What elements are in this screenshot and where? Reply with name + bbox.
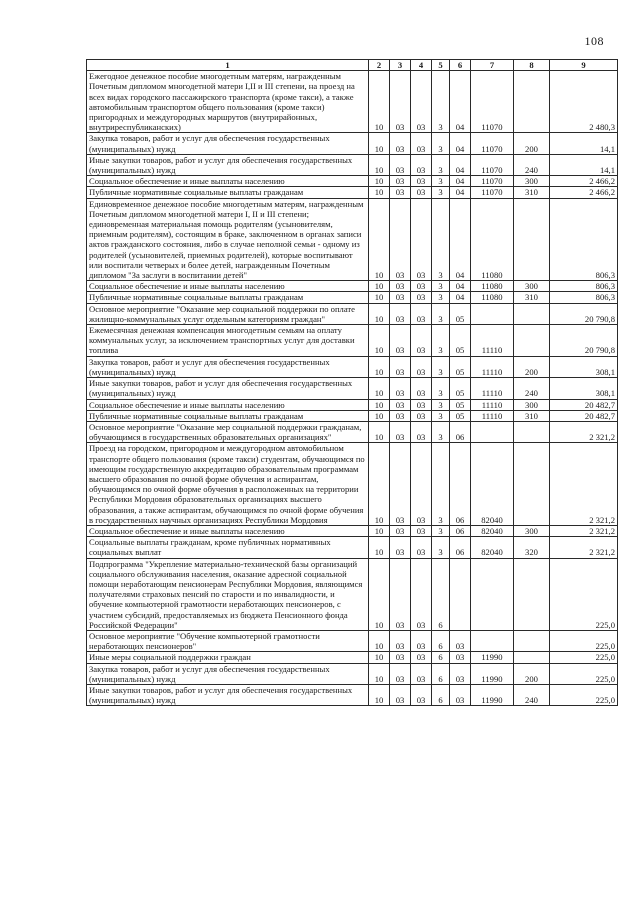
row-name-cell: Иные закупки товаров, работ и услуг для обеспечения государственных (муниципальных) нужд [87,378,369,399]
amount-cell: 14,1 [550,154,618,175]
section-code-cell: 10 [369,325,390,357]
expense-type-cell: 300 [514,281,550,292]
row-name-cell: Социальное обеспечение и иные выплаты населению [87,176,369,187]
subprogram-code-cell: 3 [432,378,450,399]
direction-code-cell: 11990 [471,663,514,684]
subsection-code-cell: 03 [390,421,411,442]
program-code-cell: 03 [411,198,432,281]
row-name-cell: Основное мероприятие "Обучение компьютерной грамотности неработающих пенсионеров" [87,630,369,651]
table-row [87,663,618,684]
amount-cell: 14,1 [550,133,618,154]
subsection-code-cell: 03 [390,187,411,198]
table-row [87,154,618,175]
subprogram-code-cell: 3 [432,281,450,292]
column-header: 6 [450,60,471,71]
column-header: 4 [411,60,432,71]
amount-cell: 2 466,2 [550,187,618,198]
table-row [87,378,618,399]
measure-code-cell: 05 [450,410,471,421]
page-number: 108 [584,34,604,48]
amount-cell: 225,0 [550,652,618,663]
amount-cell: 308,1 [550,356,618,377]
direction-code-cell [471,303,514,324]
section-code-cell: 10 [369,198,390,281]
section-code-cell: 10 [369,630,390,651]
subprogram-code-cell: 3 [432,154,450,175]
measure-code-cell: 04 [450,71,471,133]
row-name-cell: Публичные нормативные социальные выплаты гражданам [87,187,369,198]
measure-code-cell: 05 [450,303,471,324]
program-code-cell: 03 [411,133,432,154]
subprogram-code-cell: 3 [432,292,450,303]
subprogram-code-cell: 3 [432,187,450,198]
program-code-cell: 03 [411,537,432,558]
subprogram-code-cell: 3 [432,421,450,442]
section-code-cell: 10 [369,399,390,410]
direction-code-cell: 11110 [471,378,514,399]
row-name-cell: Основное мероприятие "Оказание мер социальной поддержки гражданам, обучающимся в государственных образовательных организациях" [87,421,369,442]
expense-type-cell [514,652,550,663]
direction-code-cell: 11110 [471,356,514,377]
table-header-row [87,60,618,71]
table-row [87,558,618,630]
column-header: 7 [471,60,514,71]
section-code-cell: 10 [369,292,390,303]
subprogram-code-cell: 3 [432,410,450,421]
measure-code-cell: 04 [450,176,471,187]
subsection-code-cell: 03 [390,443,411,526]
row-name-cell: Проезд на городском, пригородном и междугородном автомобильном транспорте общего пользования (кроме такси) студентам, обучающимся по имеющим государственную аккредитацию образовательным программам высшего образования по очной форме обучения и аспирантам, обучающимся по очной форме обучения в расположенных на территории Республики Мордовия образовательных организациях высшего образования, а также аспирантам, обучающимся по очной форме обучения в государственных научных организациях Республики Мордовия [87,443,369,526]
amount-cell: 225,0 [550,558,618,630]
row-name-cell: Ежегодное денежное пособие многодетным матерям, награжденным Почетным дипломом многодетной матери I,II и III степени, на проезд на всех видах городского пассажирского транспорта (кроме такси), а также автомобильным транспортом общего пользования (кроме такси) пригородных и междугородных маршрутов (внутрирайонных, внутриреспубликанских) [87,71,369,133]
table-row [87,176,618,187]
subprogram-code-cell: 6 [432,652,450,663]
measure-code-cell: 05 [450,378,471,399]
subprogram-code-cell: 3 [432,525,450,536]
table-row [87,525,618,536]
subsection-code-cell: 03 [390,525,411,536]
expense-type-cell: 200 [514,133,550,154]
column-header: 8 [514,60,550,71]
subsection-code-cell: 03 [390,410,411,421]
table-row [87,410,618,421]
subprogram-code-cell: 3 [432,399,450,410]
expense-type-cell: 240 [514,684,550,705]
expense-type-cell: 300 [514,525,550,536]
measure-code-cell: 04 [450,198,471,281]
expense-type-cell: 200 [514,663,550,684]
program-code-cell: 03 [411,558,432,630]
table-row [87,421,618,442]
program-code-cell: 03 [411,281,432,292]
expense-type-cell: 300 [514,176,550,187]
subprogram-code-cell: 6 [432,558,450,630]
amount-cell: 2 466,2 [550,176,618,187]
direction-code-cell: 82040 [471,443,514,526]
direction-code-cell: 11070 [471,71,514,133]
section-code-cell: 10 [369,443,390,526]
row-name-cell: Подпрограмма "Укрепление материально-технической базы организаций социального обслуживания населения, оказание адресной социальной помощи неработающим пенсионерам Республики Мордовия, являющимся получателями страховых пенсий по старости и по инвалидности, и обучение компьютерной грамотности неработающих пенсионеров, с участием субсидий, предоставляемых из бюджета Пенсионного фонда Российской Федерации" [87,558,369,630]
row-name-cell: Социальное обеспечение и иные выплаты населению [87,399,369,410]
subsection-code-cell: 03 [390,630,411,651]
measure-code-cell: 04 [450,187,471,198]
subsection-code-cell: 03 [390,684,411,705]
measure-code-cell: 05 [450,325,471,357]
subsection-code-cell: 03 [390,133,411,154]
subsection-code-cell: 03 [390,652,411,663]
expense-type-cell [514,198,550,281]
expense-type-cell [514,303,550,324]
section-code-cell: 10 [369,537,390,558]
measure-code-cell: 06 [450,421,471,442]
amount-cell: 225,0 [550,663,618,684]
measure-code-cell [450,558,471,630]
section-code-cell: 10 [369,421,390,442]
direction-code-cell [471,558,514,630]
direction-code-cell: 82040 [471,537,514,558]
row-name-cell: Социальные выплаты гражданам, кроме публичных нормативных социальных выплат [87,537,369,558]
subsection-code-cell: 03 [390,356,411,377]
program-code-cell: 03 [411,292,432,303]
subsection-code-cell: 03 [390,71,411,133]
expense-type-cell: 310 [514,292,550,303]
subprogram-code-cell: 3 [432,443,450,526]
section-code-cell: 10 [369,176,390,187]
direction-code-cell: 11070 [471,187,514,198]
expense-type-cell [514,558,550,630]
column-header: 1 [87,60,369,71]
table-row [87,652,618,663]
amount-cell: 2 321,2 [550,443,618,526]
subsection-code-cell: 03 [390,176,411,187]
section-code-cell: 10 [369,663,390,684]
direction-code-cell: 11070 [471,133,514,154]
program-code-cell: 03 [411,325,432,357]
amount-cell: 308,1 [550,378,618,399]
subprogram-code-cell: 3 [432,71,450,133]
program-code-cell: 03 [411,421,432,442]
subsection-code-cell: 03 [390,198,411,281]
column-header: 5 [432,60,450,71]
measure-code-cell: 04 [450,292,471,303]
program-code-cell: 03 [411,71,432,133]
section-code-cell: 10 [369,303,390,324]
row-name-cell: Ежемесячная денежная компенсация многодетным семьям на оплату коммунальных услуг, за исключением транспортных услуг для доставки топлива [87,325,369,357]
row-name-cell: Иные меры социальной поддержки граждан [87,652,369,663]
table-row [87,684,618,705]
section-code-cell: 10 [369,133,390,154]
expense-type-cell: 310 [514,187,550,198]
section-code-cell: 10 [369,154,390,175]
subsection-code-cell: 03 [390,537,411,558]
measure-code-cell: 03 [450,684,471,705]
table-row [87,443,618,526]
expense-type-cell: 310 [514,410,550,421]
measure-code-cell: 03 [450,663,471,684]
measure-code-cell: 05 [450,356,471,377]
subsection-code-cell: 03 [390,378,411,399]
program-code-cell: 03 [411,154,432,175]
subsection-code-cell: 03 [390,325,411,357]
expense-type-cell: 320 [514,537,550,558]
table-row [87,537,618,558]
table-row [87,133,618,154]
direction-code-cell: 11110 [471,410,514,421]
amount-cell: 20 482,7 [550,399,618,410]
budget-table [86,59,618,706]
section-code-cell: 10 [369,652,390,663]
row-name-cell: Иные закупки товаров, работ и услуг для обеспечения государственных (муниципальных) нужд [87,154,369,175]
direction-code-cell: 11080 [471,281,514,292]
expense-type-cell: 240 [514,378,550,399]
amount-cell: 2 480,3 [550,71,618,133]
direction-code-cell: 82040 [471,525,514,536]
table-row [87,187,618,198]
amount-cell: 2 321,2 [550,537,618,558]
direction-code-cell [471,630,514,651]
program-code-cell: 03 [411,630,432,651]
direction-code-cell [471,421,514,442]
table-row [87,303,618,324]
subprogram-code-cell: 3 [432,356,450,377]
measure-code-cell: 06 [450,443,471,526]
expense-type-cell [514,443,550,526]
amount-cell: 806,3 [550,198,618,281]
section-code-cell: 10 [369,410,390,421]
subsection-code-cell: 03 [390,292,411,303]
subprogram-code-cell: 3 [432,325,450,357]
direction-code-cell: 11110 [471,325,514,357]
table-row [87,325,618,357]
subprogram-code-cell: 3 [432,198,450,281]
direction-code-cell: 11080 [471,198,514,281]
measure-code-cell: 05 [450,399,471,410]
amount-cell: 20 790,8 [550,325,618,357]
measure-code-cell: 04 [450,154,471,175]
measure-code-cell: 04 [450,281,471,292]
row-name-cell: Публичные нормативные социальные выплаты гражданам [87,292,369,303]
program-code-cell: 03 [411,652,432,663]
expense-type-cell: 200 [514,356,550,377]
amount-cell: 2 321,2 [550,421,618,442]
section-code-cell: 10 [369,187,390,198]
program-code-cell: 03 [411,684,432,705]
row-name-cell: Основное мероприятие "Оказание мер социальной поддержки по оплате жилищно-коммунальных услуг отдельным категориям граждан" [87,303,369,324]
column-header: 9 [550,60,618,71]
expense-type-cell [514,630,550,651]
subsection-code-cell: 03 [390,399,411,410]
section-code-cell: 10 [369,558,390,630]
section-code-cell: 10 [369,356,390,377]
program-code-cell: 03 [411,525,432,536]
row-name-cell: Иные закупки товаров, работ и услуг для обеспечения государственных (муниципальных) нужд [87,684,369,705]
section-code-cell: 10 [369,525,390,536]
program-code-cell: 03 [411,187,432,198]
subsection-code-cell: 03 [390,663,411,684]
subprogram-code-cell: 3 [432,537,450,558]
amount-cell: 806,3 [550,292,618,303]
amount-cell: 2 321,2 [550,525,618,536]
amount-cell: 20 482,7 [550,410,618,421]
program-code-cell: 03 [411,303,432,324]
column-header: 3 [390,60,411,71]
direction-code-cell: 11070 [471,176,514,187]
expense-type-cell [514,71,550,133]
amount-cell: 806,3 [550,281,618,292]
row-name-cell: Социальное обеспечение и иные выплаты населению [87,525,369,536]
measure-code-cell: 03 [450,630,471,651]
amount-cell: 225,0 [550,630,618,651]
row-name-cell: Закупка товаров, работ и услуг для обеспечения государственных (муниципальных) нужд [87,663,369,684]
row-name-cell: Закупка товаров, работ и услуг для обеспечения государственных (муниципальных) нужд [87,133,369,154]
direction-code-cell: 11990 [471,684,514,705]
direction-code-cell: 11070 [471,154,514,175]
section-code-cell: 10 [369,378,390,399]
subprogram-code-cell: 6 [432,630,450,651]
subprogram-code-cell: 3 [432,133,450,154]
subsection-code-cell: 03 [390,558,411,630]
amount-cell: 225,0 [550,684,618,705]
table-row [87,71,618,133]
subsection-code-cell: 03 [390,303,411,324]
expense-type-cell [514,325,550,357]
measure-code-cell: 03 [450,652,471,663]
subprogram-code-cell: 3 [432,176,450,187]
program-code-cell: 03 [411,399,432,410]
program-code-cell: 03 [411,663,432,684]
amount-cell: 20 790,8 [550,303,618,324]
table-row [87,630,618,651]
subprogram-code-cell: 3 [432,303,450,324]
expense-type-cell: 300 [514,399,550,410]
expense-type-cell: 240 [514,154,550,175]
program-code-cell: 03 [411,356,432,377]
row-name-cell: Социальное обеспечение и иные выплаты населению [87,281,369,292]
measure-code-cell: 06 [450,525,471,536]
subsection-code-cell: 03 [390,154,411,175]
table-row [87,356,618,377]
program-code-cell: 03 [411,443,432,526]
subsection-code-cell: 03 [390,281,411,292]
direction-code-cell: 11080 [471,292,514,303]
table-row [87,198,618,281]
section-code-cell: 10 [369,71,390,133]
row-name-cell: Закупка товаров, работ и услуг для обеспечения государственных (муниципальных) нужд [87,356,369,377]
program-code-cell: 03 [411,378,432,399]
section-code-cell: 10 [369,281,390,292]
measure-code-cell: 04 [450,133,471,154]
measure-code-cell: 06 [450,537,471,558]
expense-type-cell [514,421,550,442]
row-name-cell: Единовременное денежное пособие многодетным матерям, награжденным Почетным дипломом многодетной матери I, II и III степени; единовременная материальная помощь родителям (усыновителям, приемным родителям), состоящим в браке, заключенном в органах записи актов гражданского состояния, либо в случае неполной семьи - одному из родителей (усыновителей, приемных родителей), которые воспитывают или воспитали четверых и более детей, награжденным Почетным дипломом "За заслуги в воспитании детей" [87,198,369,281]
program-code-cell: 03 [411,176,432,187]
section-code-cell: 10 [369,684,390,705]
direction-code-cell: 11110 [471,399,514,410]
table-row [87,281,618,292]
program-code-cell: 03 [411,410,432,421]
subprogram-code-cell: 6 [432,663,450,684]
row-name-cell: Публичные нормативные социальные выплаты гражданам [87,410,369,421]
table-row [87,399,618,410]
subprogram-code-cell: 6 [432,684,450,705]
direction-code-cell: 11990 [471,652,514,663]
table-row [87,292,618,303]
column-header: 2 [369,60,390,71]
